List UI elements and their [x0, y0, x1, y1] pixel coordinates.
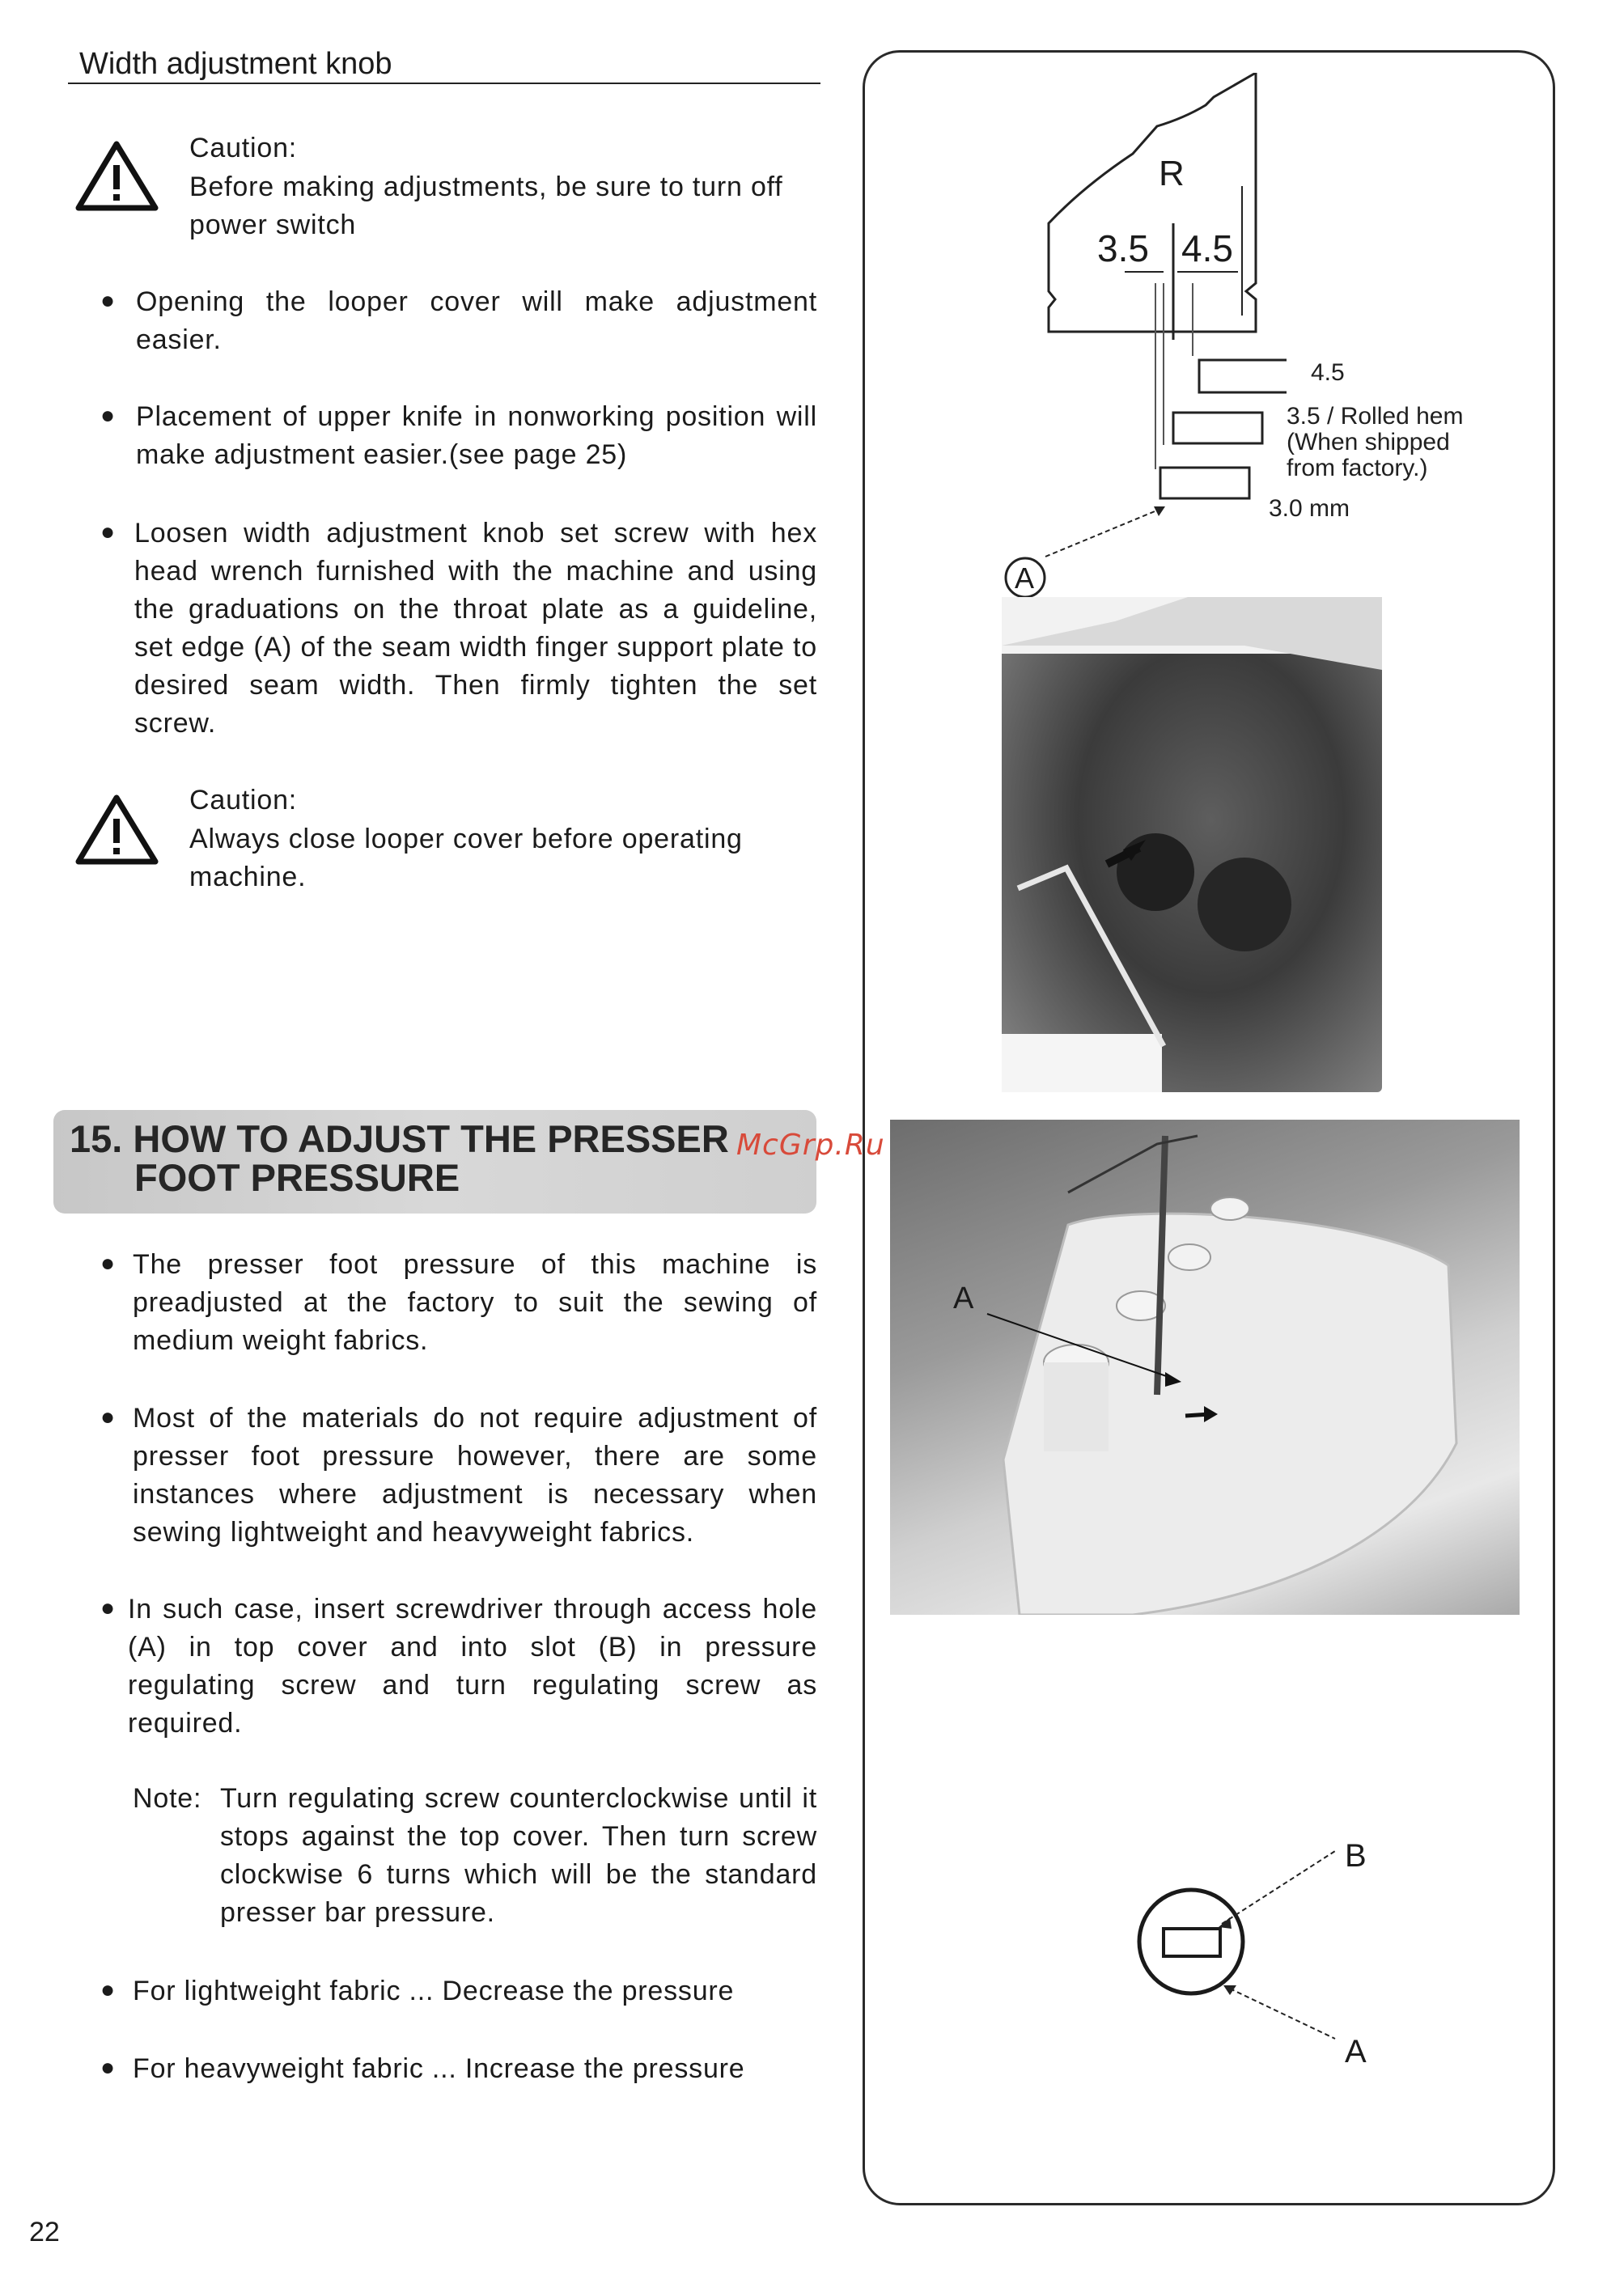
callout-b-label: B [1345, 1838, 1367, 1874]
position-label-factory: from factory.) [1287, 455, 1428, 481]
bullet-icon: ● [100, 1250, 116, 1277]
page-number: 22 [29, 2217, 60, 2247]
list-item: The presser foot pressure of this machine is preadjusted at the factory to suit the sewing of medium weight fabrics. [133, 1249, 817, 1356]
caution-label: Caution: [189, 133, 298, 163]
list-item: In such case, insert screwdriver through access hole (A) in top cover and into slot (B) in pressure regulating screw and turn regulating screw as required. [128, 1594, 817, 1739]
seam-width-positions [1044, 283, 1287, 526]
looper-photo-detail [1002, 597, 1382, 1092]
caution-text: Before making adjustments, be sure to turn off power switch [189, 172, 783, 240]
list-item: Most of the materials do not require adjustment of presser foot pressure however, there are some instances where adjustment is necessary when sewing lightweight and heavyweight fabrics. [133, 1403, 817, 1548]
bullet-icon: ● [100, 1595, 116, 1621]
bullet-icon: ● [100, 2054, 116, 2081]
bullet-icon: ● [100, 1404, 116, 1430]
section-title-underline [68, 83, 820, 84]
note-label: Note: [133, 1783, 202, 1814]
bullet-icon: ● [100, 287, 116, 314]
photo-callout-a: A [953, 1281, 974, 1315]
access-hole-diagram [1125, 1836, 1367, 2079]
machine-top-photo-detail [890, 1120, 1520, 1615]
caution-text: Always close looper cover before operating machine. [189, 824, 743, 892]
heading-line1: HOW TO ADJUST THE PRESSER [133, 1117, 729, 1160]
bullet-icon: ● [100, 402, 116, 429]
heading-number: 15. [70, 1117, 123, 1160]
list-item: Placement of upper knife in nonworking position will make adjustment easier.(see page 25) [136, 401, 817, 470]
bullet-icon: ● [100, 1976, 116, 2003]
caution-label: Caution: [189, 785, 298, 815]
list-item: For lightweight fabric ... Decrease the pressure [133, 1976, 735, 2006]
section-title: Width adjustment knob [79, 47, 392, 81]
list-item: For heavyweight fabric ... Increase the pressure [133, 2053, 745, 2084]
watermark: McGrp.Ru [736, 1129, 885, 1162]
bullet-icon: ● [100, 519, 116, 545]
section-heading [70, 1117, 806, 1199]
graduation-left-value: 3.5 [1097, 227, 1149, 269]
list-item: Opening the looper cover will make adjustment easier. [136, 286, 817, 355]
callout-a-label: A [1015, 561, 1035, 595]
list-item: Loosen width adjustment knob set screw with hex head wrench furnished with the machine and using the graduations on the throat plate as a guideline, set edge (A) of the seam width finger support plate to desired seam width. Then firmly tighten the set screw. [134, 518, 817, 739]
warning-triangle-icon [74, 793, 159, 866]
heading-line2: FOOT PRESSURE [134, 1156, 460, 1199]
position-label-rolled-hem: 3.5 / Rolled hem [1287, 403, 1464, 430]
note-text: Turn regulating screw counterclockwise until it stops against the top cover. Then turn screw clockwise 6 turns which will be the standard presser bar pressure. [220, 1783, 817, 1928]
callout-a-label: A [1345, 2034, 1367, 2069]
position-label-3-0: 3.0 mm [1269, 495, 1350, 522]
position-label-shipped: (When shipped [1287, 429, 1450, 455]
graduation-r-label: R [1159, 154, 1185, 193]
position-label-4-5: 4.5 [1311, 359, 1345, 386]
graduation-right-value: 4.5 [1181, 227, 1233, 269]
warning-triangle-icon [74, 139, 159, 212]
